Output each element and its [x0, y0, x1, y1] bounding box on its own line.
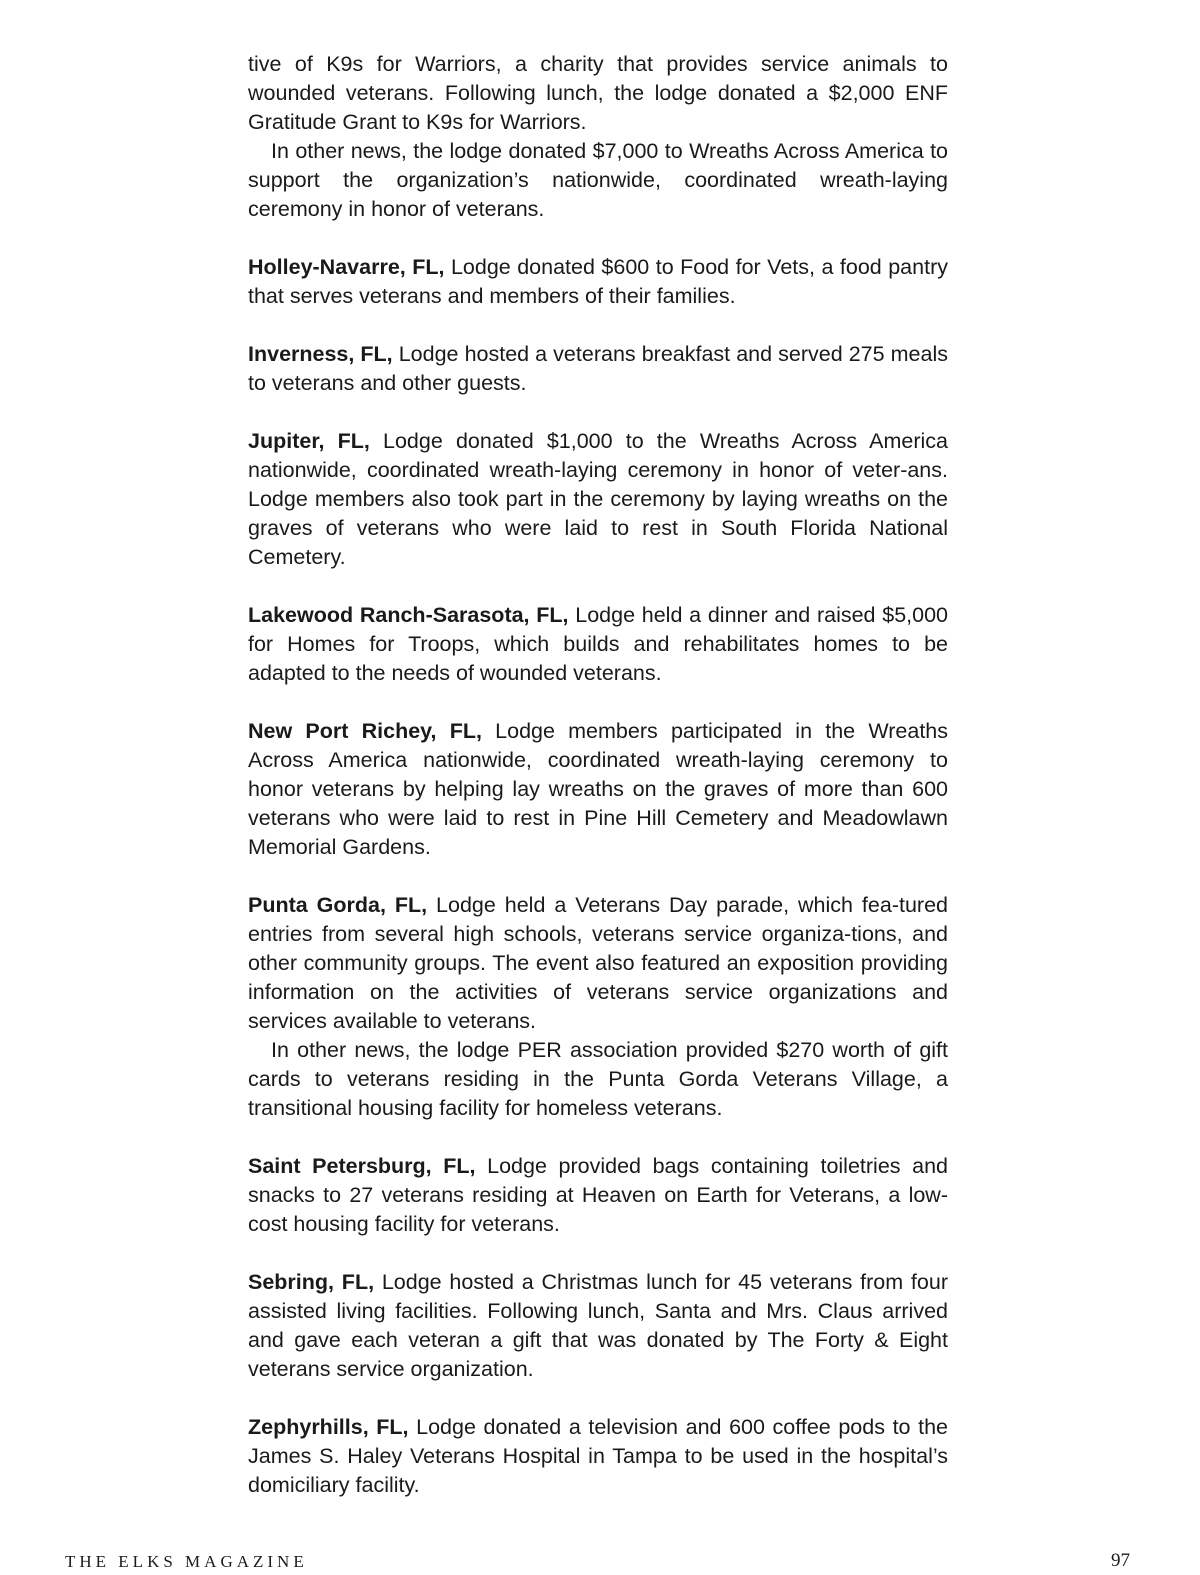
lodge-name: Saint Petersburg, FL,: [248, 1154, 476, 1178]
lodge-entry-holley-navarre: [248, 253, 948, 311]
lodge-name: Punta Gorda, FL,: [248, 893, 428, 917]
lodge-name: Inverness, FL,: [248, 342, 393, 366]
lodge-name: Sebring, FL,: [248, 1270, 375, 1294]
article-column: [248, 50, 948, 1529]
lodge-text: Lodge hosted a Christmas lunch for 45 veterans from four assisted living facilities. Following lunch, Santa and Mrs. Claus arrived and gave each veteran a gift that was donated by The Forty & Eight veterans service organization.: [248, 1270, 948, 1381]
lodge-entry-new-port-richey: [248, 717, 948, 862]
lodge-entry-zephyrhills: [248, 1413, 948, 1500]
lodge-text: Lodge held a dinner and raised $5,000 for Homes for Troops, which builds and rehabilitates homes to be adapted to the needs of wounded veterans.: [248, 603, 948, 685]
lodge-name: Holley-Navarre, FL,: [248, 255, 445, 279]
lodge-name: New Port Richey, FL,: [248, 719, 482, 743]
lodge-text: Lodge provided bags containing toiletries and snacks to 27 veterans residing at Heaven on Earth for Veterans, a low-cost housing facility for veterans.: [248, 1154, 949, 1236]
lodge-text: Lodge members participated in the Wreaths Across America nationwide, coordinated wreath-laying ceremony to honor veterans by helping lay wreaths on the graves of more than 600 veterans who were laid to rest in Pine Hill Cemetery and Meadowlawn Memorial Gardens.: [248, 719, 949, 859]
lodge-name: Zephyrhills, FL,: [248, 1415, 409, 1439]
lodge-entry-sebring: [248, 1268, 948, 1384]
lodge-text: Lodge held a Veterans Day parade, which fea-tured entries from several high schools, veterans service organiza-tions, and other community groups. The event also featured an exposition providing information on the activities of veterans service organizations and services available to veterans.: [248, 893, 948, 1033]
lodge-text: Lodge donated $600 to Food for Vets, a food pantry that serves veterans and members of their families.: [248, 255, 948, 308]
lodge-entry-saint-petersburg: [248, 1152, 948, 1239]
lodge-entry-jupiter: [248, 427, 948, 572]
lodge-text-other-news: In other news, the lodge PER association provided $270 worth of gift cards to veterans residing in the Punta Gorda Veterans Village, a transitional housing facility for homeless veterans.: [248, 1038, 948, 1120]
page-number: 97: [1111, 1550, 1130, 1571]
continuation-paragraph: tive of K9s for Warriors, a charity that provides service animals to wounded veterans. Following lunch, the lodge donated a $2,000 ENF Gratitude Grant to K9s for Warriors.: [248, 52, 948, 134]
lodge-name: Lakewood Ranch-Sarasota, FL,: [248, 603, 569, 627]
lodge-entry-inverness: [248, 340, 948, 398]
lodge-name: Jupiter, FL,: [248, 429, 370, 453]
lodge-text: Lodge hosted a veterans breakfast and served 275 meals to veterans and other guests.: [248, 342, 948, 395]
publication-name: THE ELKS MAGAZINE: [65, 1552, 308, 1571]
lodge-entry-lakewood-ranch-sarasota: [248, 601, 948, 688]
lodge-entry-punta-gorda: [248, 891, 948, 1123]
lodge-text: Lodge donated a television and 600 coffee pods to the James S. Haley Veterans Hospital in Tampa to be used in the hospital’s domiciliary facility.: [248, 1415, 948, 1497]
continuation-paragraph-other-news: In other news, the lodge donated $7,000 to Wreaths Across America to support the organization’s nationwide, coordinated wreath-laying ceremony in honor of veterans.: [248, 139, 948, 221]
lodge-text: Lodge donated $1,000 to the Wreaths Across America nationwide, coordinated wreath-laying ceremony in honor of veter-ans. Lodge members also took part in the ceremony by laying wreaths on the graves of veterans who were laid to rest in South Florida National Cemetery.: [248, 429, 948, 569]
